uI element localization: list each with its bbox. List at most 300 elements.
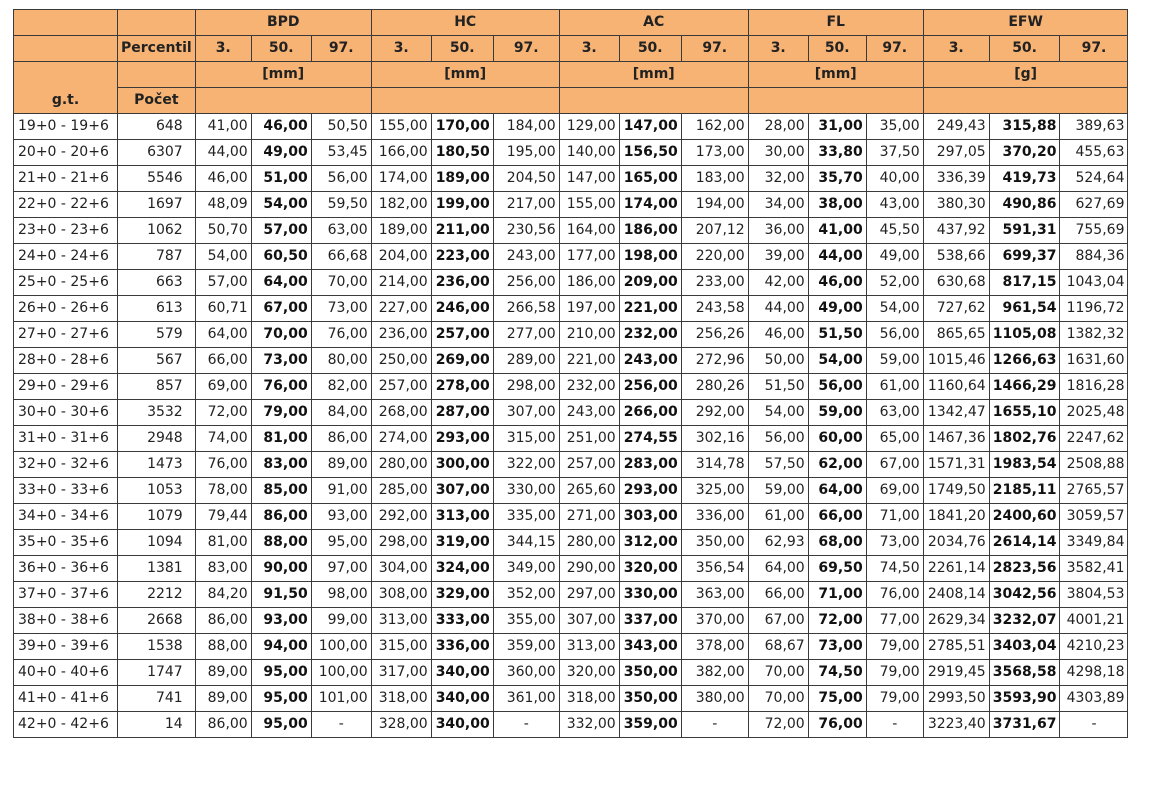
value-cell: 97,00 bbox=[311, 556, 371, 582]
value-cell: 236,00 bbox=[371, 322, 431, 348]
value-cell: 337,00 bbox=[619, 608, 681, 634]
fetal-biometry-percentile-table bbox=[13, 9, 1128, 738]
percentile-50-efw: 50. bbox=[989, 36, 1060, 62]
value-cell: 318,00 bbox=[559, 686, 619, 712]
value-cell: 64,00 bbox=[251, 270, 311, 296]
value-cell: 60,71 bbox=[195, 296, 251, 322]
value-cell: 51,50 bbox=[748, 374, 808, 400]
value-cell: 329,00 bbox=[431, 582, 493, 608]
value-cell: 86,00 bbox=[195, 712, 251, 738]
value-cell: 307,00 bbox=[559, 608, 619, 634]
value-cell: 1571,31 bbox=[923, 452, 989, 478]
value-cell: 75,00 bbox=[808, 686, 866, 712]
value-cell: 266,58 bbox=[493, 296, 559, 322]
value-cell: 41,00 bbox=[808, 218, 866, 244]
value-cell: 324,00 bbox=[431, 556, 493, 582]
value-cell: 54,00 bbox=[866, 296, 923, 322]
gestational-age-cell: 25+0 - 25+6 bbox=[14, 270, 118, 296]
value-cell: 67,00 bbox=[251, 296, 311, 322]
value-cell: 81,00 bbox=[251, 426, 311, 452]
value-cell: 268,00 bbox=[371, 400, 431, 426]
value-cell: 437,92 bbox=[923, 218, 989, 244]
value-cell: 332,00 bbox=[559, 712, 619, 738]
gestational-age-cell: 27+0 - 27+6 bbox=[14, 322, 118, 348]
value-cell: 272,96 bbox=[681, 348, 748, 374]
value-cell: 380,30 bbox=[923, 192, 989, 218]
value-cell: 313,00 bbox=[559, 634, 619, 660]
value-cell: 35,00 bbox=[866, 114, 923, 140]
percentile-3-fl: 3. bbox=[748, 36, 808, 62]
gestational-age-cell: 34+0 - 34+6 bbox=[14, 504, 118, 530]
value-cell: 232,00 bbox=[619, 322, 681, 348]
table-row bbox=[14, 712, 1128, 738]
value-cell: 50,00 bbox=[748, 348, 808, 374]
value-cell: 4303,89 bbox=[1060, 686, 1128, 712]
value-cell: 207,12 bbox=[681, 218, 748, 244]
value-cell: 1816,28 bbox=[1060, 374, 1128, 400]
value-cell: 84,00 bbox=[311, 400, 371, 426]
value-cell: 70,00 bbox=[251, 322, 311, 348]
value-cell: 199,00 bbox=[431, 192, 493, 218]
value-cell: 71,00 bbox=[866, 504, 923, 530]
gestational-age-cell: 20+0 - 20+6 bbox=[14, 140, 118, 166]
value-cell: 63,00 bbox=[866, 400, 923, 426]
value-cell: 32,00 bbox=[748, 166, 808, 192]
value-cell: 39,00 bbox=[748, 244, 808, 270]
value-cell: 186,00 bbox=[559, 270, 619, 296]
value-cell: 44,00 bbox=[748, 296, 808, 322]
value-cell: 370,00 bbox=[681, 608, 748, 634]
value-cell: 220,00 bbox=[681, 244, 748, 270]
value-cell: - bbox=[311, 712, 371, 738]
value-cell: 591,31 bbox=[989, 218, 1060, 244]
value-cell: 336,39 bbox=[923, 166, 989, 192]
value-cell: 66,68 bbox=[311, 244, 371, 270]
value-cell: 83,00 bbox=[251, 452, 311, 478]
value-cell: 59,50 bbox=[311, 192, 371, 218]
value-cell: 174,00 bbox=[619, 192, 681, 218]
header-blank bbox=[195, 88, 371, 114]
value-cell: 298,00 bbox=[371, 530, 431, 556]
value-cell: 280,00 bbox=[559, 530, 619, 556]
table-row bbox=[14, 114, 1128, 140]
value-cell: - bbox=[1060, 712, 1128, 738]
value-cell: 330,00 bbox=[619, 582, 681, 608]
value-cell: 60,00 bbox=[808, 426, 866, 452]
value-cell: 217,00 bbox=[493, 192, 559, 218]
value-cell: 359,00 bbox=[493, 634, 559, 660]
table-row bbox=[14, 192, 1128, 218]
value-cell: 2247,62 bbox=[1060, 426, 1128, 452]
value-cell: 246,00 bbox=[431, 296, 493, 322]
value-cell: 93,00 bbox=[251, 608, 311, 634]
value-cell: 95,00 bbox=[251, 660, 311, 686]
group-header-bpd: BPD bbox=[195, 10, 371, 36]
value-cell: 76,00 bbox=[808, 712, 866, 738]
value-cell: 79,00 bbox=[866, 660, 923, 686]
value-cell: 223,00 bbox=[431, 244, 493, 270]
value-cell: 89,00 bbox=[195, 686, 251, 712]
count-cell: 5546 bbox=[118, 166, 196, 192]
value-cell: 1196,72 bbox=[1060, 296, 1128, 322]
value-cell: 46,00 bbox=[748, 322, 808, 348]
value-cell: 62,00 bbox=[808, 452, 866, 478]
value-cell: 100,00 bbox=[311, 660, 371, 686]
value-cell: 2919,45 bbox=[923, 660, 989, 686]
value-cell: 43,00 bbox=[866, 192, 923, 218]
value-cell: 269,00 bbox=[431, 348, 493, 374]
value-cell: 184,00 bbox=[493, 114, 559, 140]
value-cell: 2400,60 bbox=[989, 504, 1060, 530]
value-cell: 320,00 bbox=[619, 556, 681, 582]
value-cell: 361,00 bbox=[493, 686, 559, 712]
header-blank bbox=[748, 88, 923, 114]
gt-column-label: g.t. bbox=[14, 62, 118, 114]
value-cell: 74,00 bbox=[195, 426, 251, 452]
value-cell: 233,00 bbox=[681, 270, 748, 296]
value-cell: 86,00 bbox=[311, 426, 371, 452]
value-cell: 49,00 bbox=[251, 140, 311, 166]
gestational-age-cell: 21+0 - 21+6 bbox=[14, 166, 118, 192]
table-row bbox=[14, 452, 1128, 478]
count-column-label: Počet bbox=[118, 88, 196, 114]
value-cell: 49,00 bbox=[808, 296, 866, 322]
group-header-ac: AC bbox=[559, 10, 748, 36]
value-cell: 62,93 bbox=[748, 530, 808, 556]
count-cell: 567 bbox=[118, 348, 196, 374]
header-row-groups bbox=[14, 10, 1128, 36]
value-cell: 56,00 bbox=[311, 166, 371, 192]
header-corner-blank bbox=[14, 10, 118, 36]
table-row bbox=[14, 634, 1128, 660]
value-cell: 2785,51 bbox=[923, 634, 989, 660]
value-cell: 31,00 bbox=[808, 114, 866, 140]
value-cell: 378,00 bbox=[681, 634, 748, 660]
percentile-3-ac: 3. bbox=[559, 36, 619, 62]
value-cell: 1342,47 bbox=[923, 400, 989, 426]
value-cell: 66,00 bbox=[195, 348, 251, 374]
value-cell: 34,00 bbox=[748, 192, 808, 218]
count-cell: 1062 bbox=[118, 218, 196, 244]
value-cell: 147,00 bbox=[559, 166, 619, 192]
percentile-97-ac: 97. bbox=[681, 36, 748, 62]
count-cell: 3532 bbox=[118, 400, 196, 426]
percentile-50-ac: 50. bbox=[619, 36, 681, 62]
table-row bbox=[14, 426, 1128, 452]
group-header-fl: FL bbox=[748, 10, 923, 36]
value-cell: 54,00 bbox=[251, 192, 311, 218]
value-cell: 232,00 bbox=[559, 374, 619, 400]
gestational-age-cell: 40+0 - 40+6 bbox=[14, 660, 118, 686]
value-cell: 95,00 bbox=[251, 712, 311, 738]
value-cell: 53,45 bbox=[311, 140, 371, 166]
value-cell: 3731,67 bbox=[989, 712, 1060, 738]
value-cell: 340,00 bbox=[431, 686, 493, 712]
unit-efw: [g] bbox=[923, 62, 1128, 88]
value-cell: 2993,50 bbox=[923, 686, 989, 712]
value-cell: 33,80 bbox=[808, 140, 866, 166]
value-cell: 328,00 bbox=[371, 712, 431, 738]
value-cell: 1655,10 bbox=[989, 400, 1060, 426]
value-cell: 88,00 bbox=[195, 634, 251, 660]
value-cell: 699,37 bbox=[989, 244, 1060, 270]
value-cell: 419,73 bbox=[989, 166, 1060, 192]
value-cell: 221,00 bbox=[559, 348, 619, 374]
value-cell: 221,00 bbox=[619, 296, 681, 322]
value-cell: 319,00 bbox=[431, 530, 493, 556]
value-cell: 42,00 bbox=[748, 270, 808, 296]
percentile-97-fl: 97. bbox=[866, 36, 923, 62]
value-cell: 2025,48 bbox=[1060, 400, 1128, 426]
unit-hc: [mm] bbox=[371, 62, 559, 88]
value-cell: 61,00 bbox=[748, 504, 808, 530]
value-cell: 101,00 bbox=[311, 686, 371, 712]
value-cell: 3582,41 bbox=[1060, 556, 1128, 582]
gestational-age-cell: 26+0 - 26+6 bbox=[14, 296, 118, 322]
value-cell: 198,00 bbox=[619, 244, 681, 270]
value-cell: 66,00 bbox=[748, 582, 808, 608]
value-cell: 65,00 bbox=[866, 426, 923, 452]
table-row bbox=[14, 244, 1128, 270]
value-cell: 155,00 bbox=[371, 114, 431, 140]
value-cell: 195,00 bbox=[493, 140, 559, 166]
value-cell: 46,00 bbox=[251, 114, 311, 140]
value-cell: 89,00 bbox=[195, 660, 251, 686]
value-cell: 73,00 bbox=[808, 634, 866, 660]
value-cell: 210,00 bbox=[559, 322, 619, 348]
count-cell: 1697 bbox=[118, 192, 196, 218]
gestational-age-cell: 29+0 - 29+6 bbox=[14, 374, 118, 400]
value-cell: 38,00 bbox=[808, 192, 866, 218]
value-cell: 314,78 bbox=[681, 452, 748, 478]
count-cell: 613 bbox=[118, 296, 196, 322]
value-cell: 340,00 bbox=[431, 660, 493, 686]
value-cell: 166,00 bbox=[371, 140, 431, 166]
unit-bpd: [mm] bbox=[195, 62, 371, 88]
value-cell: 156,50 bbox=[619, 140, 681, 166]
value-cell: 312,00 bbox=[619, 530, 681, 556]
header-blank bbox=[118, 62, 196, 88]
value-cell: 86,00 bbox=[251, 504, 311, 530]
table-row bbox=[14, 608, 1128, 634]
value-cell: 243,58 bbox=[681, 296, 748, 322]
value-cell: 271,00 bbox=[559, 504, 619, 530]
header-row-percentiles bbox=[14, 36, 1128, 62]
group-header-efw: EFW bbox=[923, 10, 1128, 36]
value-cell: 79,00 bbox=[866, 634, 923, 660]
value-cell: 1983,54 bbox=[989, 452, 1060, 478]
value-cell: 74,50 bbox=[866, 556, 923, 582]
value-cell: 349,00 bbox=[493, 556, 559, 582]
value-cell: 59,00 bbox=[866, 348, 923, 374]
value-cell: 1160,64 bbox=[923, 374, 989, 400]
table-row bbox=[14, 530, 1128, 556]
value-cell: - bbox=[681, 712, 748, 738]
header-row-units bbox=[14, 62, 1128, 88]
value-cell: 307,00 bbox=[493, 400, 559, 426]
value-cell: 85,00 bbox=[251, 478, 311, 504]
value-cell: 4298,18 bbox=[1060, 660, 1128, 686]
value-cell: 1466,29 bbox=[989, 374, 1060, 400]
table-row bbox=[14, 556, 1128, 582]
value-cell: 243,00 bbox=[559, 400, 619, 426]
value-cell: 89,00 bbox=[311, 452, 371, 478]
value-cell: 164,00 bbox=[559, 218, 619, 244]
value-cell: 300,00 bbox=[431, 452, 493, 478]
value-cell: 274,55 bbox=[619, 426, 681, 452]
value-cell: 84,20 bbox=[195, 582, 251, 608]
value-cell: 70,00 bbox=[311, 270, 371, 296]
value-cell: 95,00 bbox=[251, 686, 311, 712]
value-cell: 100,00 bbox=[311, 634, 371, 660]
table-row bbox=[14, 660, 1128, 686]
value-cell: 81,00 bbox=[195, 530, 251, 556]
count-cell: 648 bbox=[118, 114, 196, 140]
percentile-50-hc: 50. bbox=[431, 36, 493, 62]
value-cell: 56,00 bbox=[866, 322, 923, 348]
value-cell: 256,00 bbox=[493, 270, 559, 296]
value-cell: 51,00 bbox=[251, 166, 311, 192]
value-cell: 80,00 bbox=[311, 348, 371, 374]
value-cell: 66,00 bbox=[808, 504, 866, 530]
value-cell: 1749,50 bbox=[923, 478, 989, 504]
value-cell: 71,00 bbox=[808, 582, 866, 608]
count-cell: 2212 bbox=[118, 582, 196, 608]
table-row bbox=[14, 166, 1128, 192]
count-cell: 663 bbox=[118, 270, 196, 296]
value-cell: 350,00 bbox=[619, 660, 681, 686]
value-cell: 2823,56 bbox=[989, 556, 1060, 582]
value-cell: 1043,04 bbox=[1060, 270, 1128, 296]
value-cell: 59,00 bbox=[748, 478, 808, 504]
value-cell: 41,00 bbox=[195, 114, 251, 140]
value-cell: 290,00 bbox=[559, 556, 619, 582]
table-row bbox=[14, 270, 1128, 296]
value-cell: 297,00 bbox=[559, 582, 619, 608]
count-cell: 6307 bbox=[118, 140, 196, 166]
value-cell: 297,05 bbox=[923, 140, 989, 166]
value-cell: 2034,76 bbox=[923, 530, 989, 556]
gestational-age-cell: 19+0 - 19+6 bbox=[14, 114, 118, 140]
value-cell: 350,00 bbox=[681, 530, 748, 556]
value-cell: 285,00 bbox=[371, 478, 431, 504]
count-cell: 579 bbox=[118, 322, 196, 348]
value-cell: 72,00 bbox=[808, 608, 866, 634]
value-cell: 256,00 bbox=[619, 374, 681, 400]
table-body bbox=[14, 114, 1128, 738]
value-cell: 48,09 bbox=[195, 192, 251, 218]
value-cell: 54,00 bbox=[195, 244, 251, 270]
value-cell: 313,00 bbox=[371, 608, 431, 634]
value-cell: 74,50 bbox=[808, 660, 866, 686]
value-cell: 174,00 bbox=[371, 166, 431, 192]
value-cell: 292,00 bbox=[371, 504, 431, 530]
value-cell: 147,00 bbox=[619, 114, 681, 140]
gestational-age-cell: 28+0 - 28+6 bbox=[14, 348, 118, 374]
value-cell: 177,00 bbox=[559, 244, 619, 270]
gestational-age-cell: 39+0 - 39+6 bbox=[14, 634, 118, 660]
value-cell: 325,00 bbox=[681, 478, 748, 504]
count-cell: 1079 bbox=[118, 504, 196, 530]
value-cell: 382,00 bbox=[681, 660, 748, 686]
value-cell: 68,00 bbox=[808, 530, 866, 556]
value-cell: 183,00 bbox=[681, 166, 748, 192]
value-cell: 283,00 bbox=[619, 452, 681, 478]
count-cell: 2948 bbox=[118, 426, 196, 452]
value-cell: 54,00 bbox=[808, 348, 866, 374]
value-cell: 257,00 bbox=[431, 322, 493, 348]
value-cell: 28,00 bbox=[748, 114, 808, 140]
value-cell: 194,00 bbox=[681, 192, 748, 218]
value-cell: 265,60 bbox=[559, 478, 619, 504]
value-cell: 70,00 bbox=[748, 686, 808, 712]
value-cell: 3593,90 bbox=[989, 686, 1060, 712]
count-cell: 1538 bbox=[118, 634, 196, 660]
value-cell: 293,00 bbox=[619, 478, 681, 504]
value-cell: 335,00 bbox=[493, 504, 559, 530]
value-cell: 333,00 bbox=[431, 608, 493, 634]
value-cell: 60,50 bbox=[251, 244, 311, 270]
header-blank bbox=[559, 88, 748, 114]
value-cell: 3223,40 bbox=[923, 712, 989, 738]
value-cell: 330,00 bbox=[493, 478, 559, 504]
value-cell: 69,00 bbox=[866, 478, 923, 504]
table-row bbox=[14, 348, 1128, 374]
value-cell: 2629,34 bbox=[923, 608, 989, 634]
value-cell: 3568,58 bbox=[989, 660, 1060, 686]
value-cell: 336,00 bbox=[431, 634, 493, 660]
table-row bbox=[14, 296, 1128, 322]
value-cell: 52,00 bbox=[866, 270, 923, 296]
unit-ac: [mm] bbox=[559, 62, 748, 88]
value-cell: 352,00 bbox=[493, 582, 559, 608]
value-cell: 180,50 bbox=[431, 140, 493, 166]
value-cell: 257,00 bbox=[559, 452, 619, 478]
header-blank bbox=[14, 36, 118, 62]
value-cell: 1105,08 bbox=[989, 322, 1060, 348]
value-cell: 304,00 bbox=[371, 556, 431, 582]
value-cell: 317,00 bbox=[371, 660, 431, 686]
percentile-3-bpd: 3. bbox=[195, 36, 251, 62]
value-cell: 140,00 bbox=[559, 140, 619, 166]
value-cell: 318,00 bbox=[371, 686, 431, 712]
count-cell: 1381 bbox=[118, 556, 196, 582]
value-cell: 76,00 bbox=[311, 322, 371, 348]
value-cell: 243,00 bbox=[619, 348, 681, 374]
value-cell: 363,00 bbox=[681, 582, 748, 608]
value-cell: 236,00 bbox=[431, 270, 493, 296]
value-cell: 1802,76 bbox=[989, 426, 1060, 452]
count-cell: 857 bbox=[118, 374, 196, 400]
value-cell: 308,00 bbox=[371, 582, 431, 608]
value-cell: 274,00 bbox=[371, 426, 431, 452]
value-cell: 292,00 bbox=[681, 400, 748, 426]
value-cell: 69,50 bbox=[808, 556, 866, 582]
value-cell: 256,26 bbox=[681, 322, 748, 348]
value-cell: 627,69 bbox=[1060, 192, 1128, 218]
value-cell: 2765,57 bbox=[1060, 478, 1128, 504]
value-cell: 1631,60 bbox=[1060, 348, 1128, 374]
value-cell: 3059,57 bbox=[1060, 504, 1128, 530]
table-row bbox=[14, 504, 1128, 530]
value-cell: 755,69 bbox=[1060, 218, 1128, 244]
value-cell: 165,00 bbox=[619, 166, 681, 192]
value-cell: 303,00 bbox=[619, 504, 681, 530]
value-cell: 91,50 bbox=[251, 582, 311, 608]
value-cell: 865,65 bbox=[923, 322, 989, 348]
value-cell: 95,00 bbox=[311, 530, 371, 556]
value-cell: 45,50 bbox=[866, 218, 923, 244]
